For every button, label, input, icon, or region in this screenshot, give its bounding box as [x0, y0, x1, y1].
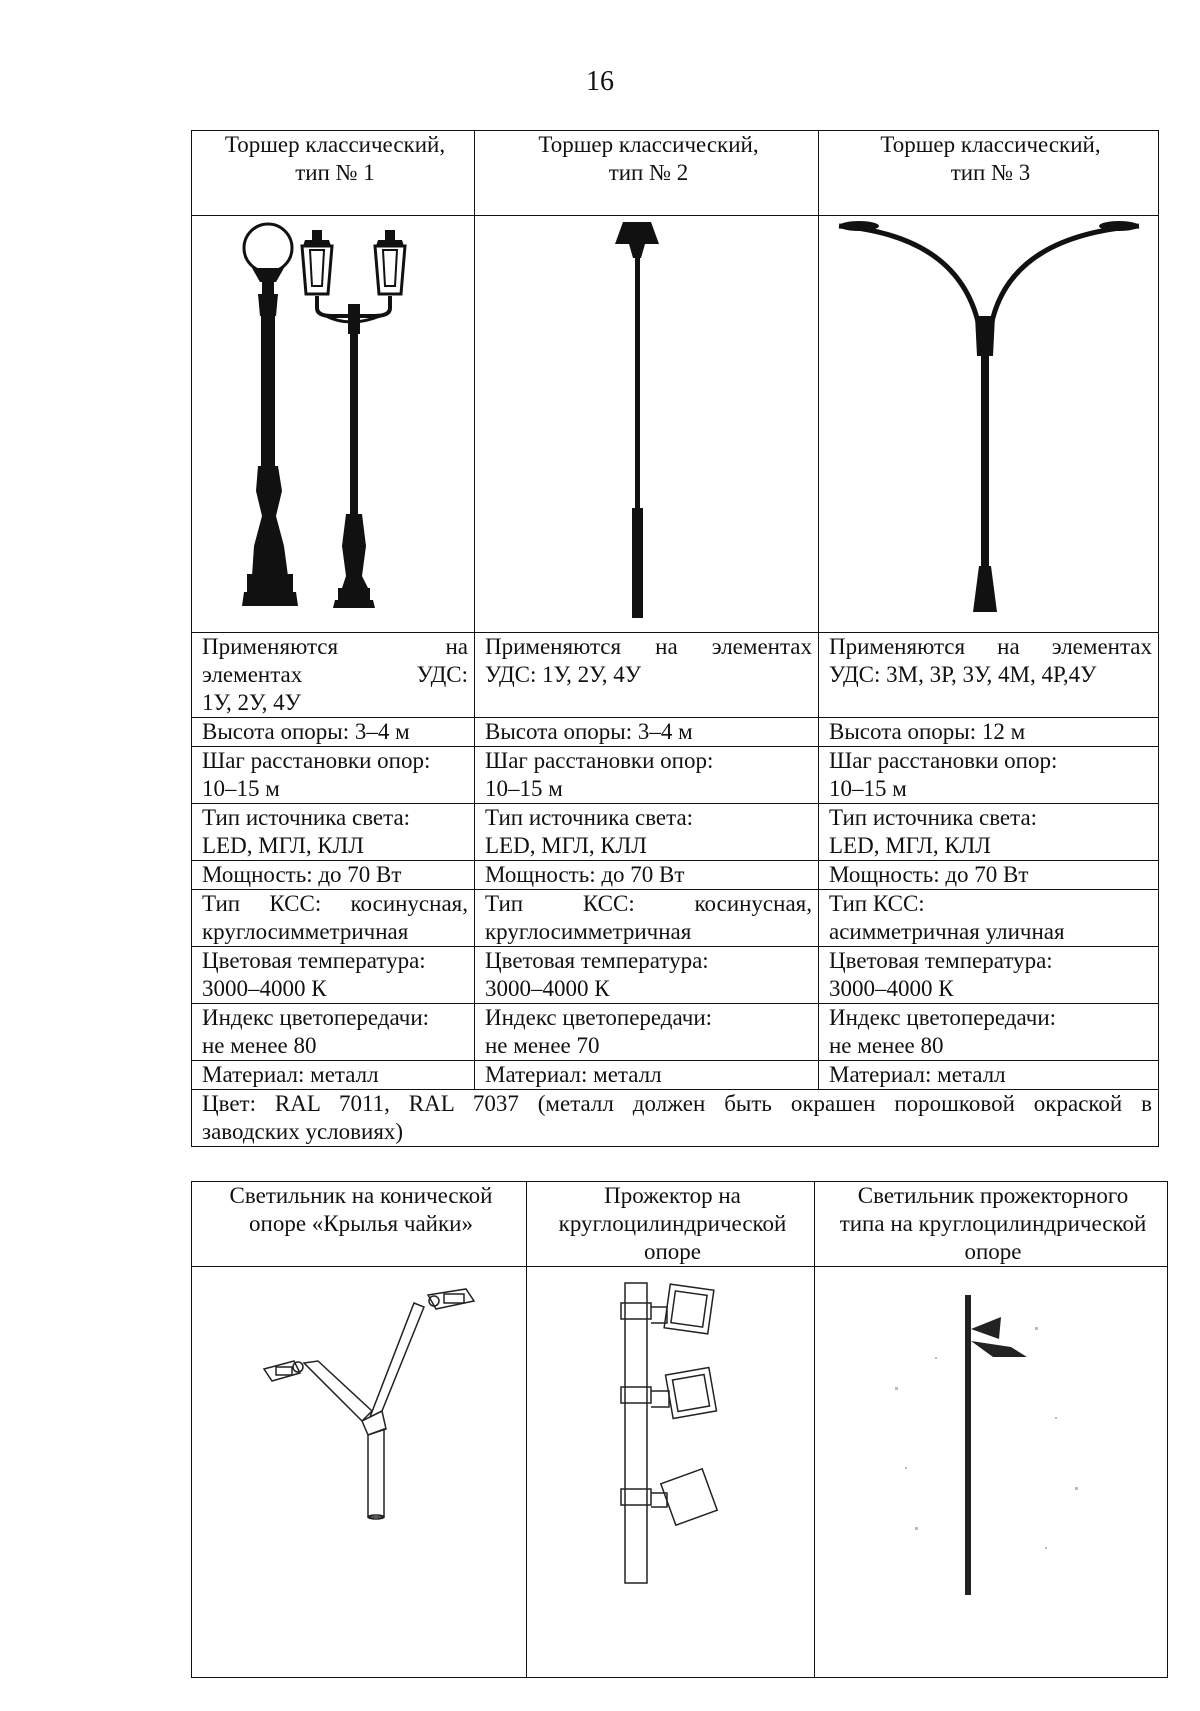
cell-material-type-1: Материал: металл	[192, 1061, 475, 1090]
image-cell-floodlight-type-luminaire	[815, 1267, 1168, 1678]
cell-color-ral: Цвет: RAL 7011, RAL 7037 (металл должен быть окрашен порошковой окраской в заводских условиях)	[192, 1090, 1159, 1147]
table1-row-light-source	[192, 804, 1159, 861]
cell-spacing-type-1: Шаг расстановки опор: 10–15 м	[192, 747, 475, 804]
cell-material-type-2: Материал: металл	[475, 1061, 819, 1090]
table2-image-row	[192, 1267, 1168, 1678]
cell-cri-type-1: Индекс цветопередачи: не менее 80	[192, 1004, 475, 1061]
table1-header-row	[192, 131, 1159, 216]
image-cell-floodlight	[527, 1267, 815, 1678]
table2-header-row	[192, 1182, 1168, 1267]
cell-spacing-type-2: Шаг расстановки опор: 10–15 м	[475, 747, 819, 804]
cell-light-source-type-2: Тип источника света: LED, МГЛ, КЛЛ	[475, 804, 819, 861]
cell-kss-type-2: Тип КСС: косинусная, круглосимметричная	[475, 890, 819, 947]
floodlight-on-pole-illustration	[527, 1267, 815, 1677]
cell-material-type-3: Материал: металл	[819, 1061, 1159, 1090]
cell-spacing-type-3: Шаг расстановки опор: 10–15 м	[819, 747, 1159, 804]
classic-lamp-type-2-illustration	[475, 216, 819, 632]
table1-image-row	[192, 216, 1159, 633]
cell-usage-type-3: Применяются на элементах УДС: 3М, 3Р, 3У, 4М, 4Р,4У	[819, 633, 1159, 718]
cell-power-type-1: Мощность: до 70 Вт	[192, 861, 475, 890]
image-cell-seagull-wings	[192, 1267, 527, 1678]
cell-height-type-1: Высота опоры: 3–4 м	[192, 718, 475, 747]
cell-power-type-2: Мощность: до 70 Вт	[475, 861, 819, 890]
floor-lamp-spec-table	[191, 130, 1159, 1147]
header-type-3: Торшер классический, тип № 3	[819, 131, 1159, 216]
floodlight-table	[191, 1181, 1168, 1678]
table1-row-spacing	[192, 747, 1159, 804]
table1-row-kss	[192, 890, 1159, 947]
header-type-1: Торшер классический, тип № 1	[192, 131, 475, 216]
floodlight-type-luminaire-illustration	[815, 1267, 1168, 1677]
cell-light-source-type-1: Тип источника света: LED, МГЛ, КЛЛ	[192, 804, 475, 861]
table1-row-material	[192, 1061, 1159, 1090]
cell-cri-type-3: Индекс цветопередачи: не менее 80	[819, 1004, 1159, 1061]
classic-lamp-type-3-illustration	[819, 216, 1159, 632]
table1-row-usage	[192, 633, 1159, 718]
cell-kss-type-1: Тип КСС: косинусная, круглосимметричная	[192, 890, 475, 947]
seagull-wings-luminaire-illustration	[192, 1267, 527, 1677]
cell-usage-type-1: Применяются на элементах УДС: 1У, 2У, 4У	[192, 633, 475, 718]
image-cell-type-1	[192, 216, 475, 633]
page-number: 16	[586, 66, 614, 97]
cell-color-temp-type-1: Цветовая температура: 3000–4000 К	[192, 947, 475, 1004]
cell-height-type-3: Высота опоры: 12 м	[819, 718, 1159, 747]
cell-height-type-2: Высота опоры: 3–4 м	[475, 718, 819, 747]
cell-cri-type-2: Индекс цветопередачи: не менее 70	[475, 1004, 819, 1061]
table1-row-color-temperature	[192, 947, 1159, 1004]
image-cell-type-2	[475, 216, 819, 633]
cell-power-type-3: Мощность: до 70 Вт	[819, 861, 1159, 890]
table1-row-cri	[192, 1004, 1159, 1061]
cell-kss-type-3: Тип КСС: асимметричная уличная	[819, 890, 1159, 947]
header-type-2: Торшер классический, тип № 2	[475, 131, 819, 216]
cell-usage-type-2: Применяются на элементах УДС: 1У, 2У, 4У	[475, 633, 819, 718]
table1-row-color	[192, 1090, 1159, 1147]
header-floodlight-type-luminaire: Светильник прожекторного типа на круглоцилиндрической опоре	[815, 1182, 1168, 1267]
header-seagull-wings: Светильник на конической опоре «Крылья чайки»	[192, 1182, 527, 1267]
classic-lamp-type-1-illustration	[192, 216, 475, 632]
table1-row-power	[192, 861, 1159, 890]
cell-light-source-type-3: Тип источника света: LED, МГЛ, КЛЛ	[819, 804, 1159, 861]
cell-color-temp-type-2: Цветовая температура: 3000–4000 К	[475, 947, 819, 1004]
cell-color-temp-type-3: Цветовая температура: 3000–4000 К	[819, 947, 1159, 1004]
image-cell-type-3	[819, 216, 1159, 633]
header-floodlight: Прожектор на круглоцилиндрической опоре	[527, 1182, 815, 1267]
table1-row-height	[192, 718, 1159, 747]
